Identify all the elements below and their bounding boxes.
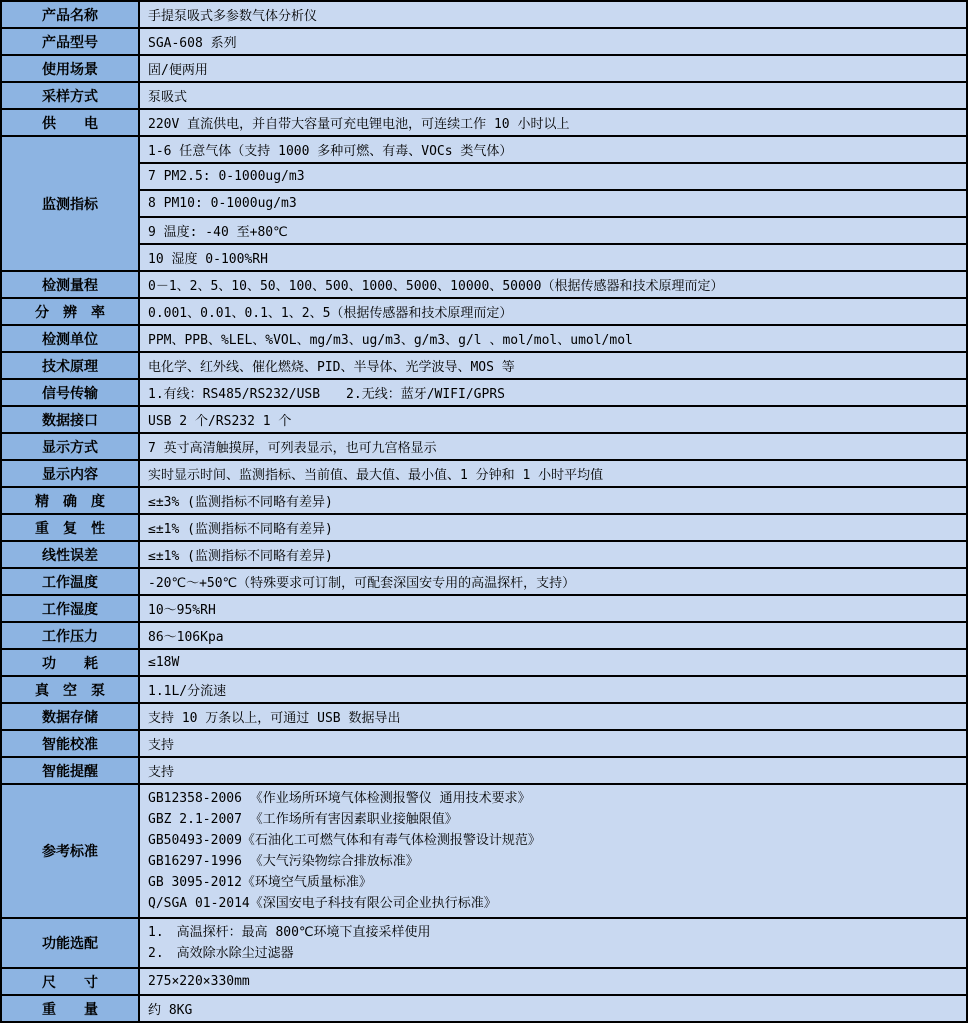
spec-table-body: [1, 1, 967, 1022]
table-row: [1, 28, 967, 55]
spec-value: 1.1L/分流速: [139, 676, 967, 703]
table-row: [1, 784, 967, 918]
spec-value: 8 PM10: 0-1000ug/m3: [139, 190, 967, 217]
spec-label: 检测量程: [1, 271, 139, 298]
table-row: [1, 352, 967, 379]
table-row: [1, 568, 967, 595]
table-row: [1, 244, 967, 271]
spec-label: 产品型号: [1, 28, 139, 55]
spec-value: USB 2 个/RS232 1 个: [139, 406, 967, 433]
spec-value: 泵吸式: [139, 82, 967, 109]
spec-value-line: GB50493-2009《石油化工可燃气体和有毒气体检测报警设计规范》: [148, 833, 541, 848]
spec-value-line: GBZ 2.1-2007 《工作场所有害因素职业接触限值》: [148, 812, 458, 827]
table-row: [1, 676, 967, 703]
table-row: [1, 541, 967, 568]
table-row: [1, 514, 967, 541]
spec-value: 固/便两用: [139, 55, 967, 82]
table-row: [1, 1, 967, 28]
table-row: [1, 298, 967, 325]
spec-value: 手提泵吸式多参数气体分析仪: [139, 1, 967, 28]
spec-value: PPM、PPB、%LEL、%VOL、mg/m3、ug/m3、g/m3、g/l 、mol/mol、umol/mol: [139, 325, 967, 352]
spec-label: 监测指标: [1, 136, 139, 271]
spec-label: 参考标准: [1, 784, 139, 918]
spec-value-line: Q/SGA 01-2014《深国安电子科技有限公司企业执行标准》: [148, 896, 497, 911]
spec-label: 显示方式: [1, 433, 139, 460]
table-row: [1, 163, 967, 190]
spec-value: ≤±1% (监测指标不同略有差异): [139, 514, 967, 541]
table-row: [1, 271, 967, 298]
spec-label: 检测单位: [1, 325, 139, 352]
spec-value: 约 8KG: [139, 995, 967, 1022]
spec-value: 9 温度: -40 至+80℃: [139, 217, 967, 244]
spec-value: 支持 10 万条以上，可通过 USB 数据导出: [139, 703, 967, 730]
spec-value: 支持: [139, 730, 967, 757]
spec-value-line: GB 3095-2012《环境空气质量标准》: [148, 875, 372, 890]
spec-label: 功 耗: [1, 649, 139, 676]
spec-value: [139, 784, 967, 918]
spec-value: 0.001、0.01、0.1、1、2、5（根据传感器和技术原理而定）: [139, 298, 967, 325]
spec-label: 信号传输: [1, 379, 139, 406]
spec-label: 数据接口: [1, 406, 139, 433]
spec-value: 支持: [139, 757, 967, 784]
spec-label: 智能提醒: [1, 757, 139, 784]
table-row: [1, 995, 967, 1022]
table-row: [1, 622, 967, 649]
spec-label: 采样方式: [1, 82, 139, 109]
table-row: [1, 595, 967, 622]
spec-label: 尺 寸: [1, 968, 139, 995]
table-row: [1, 487, 967, 514]
spec-label: 智能校准: [1, 730, 139, 757]
spec-label: 分 辨 率: [1, 298, 139, 325]
spec-value: 0－1、2、5、10、50、100、500、1000、5000、10000、50000（根据传感器和技术原理而定）: [139, 271, 967, 298]
table-row: [1, 968, 967, 995]
spec-value: ≤±1% (监测指标不同略有差异): [139, 541, 967, 568]
spec-label: 显示内容: [1, 460, 139, 487]
spec-value: 220V 直流供电，并自带大容量可充电锂电池，可连续工作 10 小时以上: [139, 109, 967, 136]
spec-value: 275×220×330mm: [139, 968, 967, 995]
table-row: [1, 379, 967, 406]
table-row: [1, 217, 967, 244]
spec-label: 工作湿度: [1, 595, 139, 622]
spec-label: 使用场景: [1, 55, 139, 82]
spec-label: 供 电: [1, 109, 139, 136]
table-row: [1, 460, 967, 487]
spec-label: 工作压力: [1, 622, 139, 649]
spec-value-line: 2. 高效除水除尘过滤器: [148, 946, 294, 961]
spec-label: 重 量: [1, 995, 139, 1022]
table-row: [1, 649, 967, 676]
spec-label: 数据存储: [1, 703, 139, 730]
spec-label: 真 空 泵: [1, 676, 139, 703]
spec-value-line: GB12358-2006 《作业场所环境气体检测报警仪 通用技术要求》: [148, 791, 531, 806]
spec-label: 功能选配: [1, 918, 139, 968]
table-row: [1, 190, 967, 217]
spec-value: 7 英寸高清触摸屏，可列表显示，也可九宫格显示: [139, 433, 967, 460]
table-row: [1, 757, 967, 784]
table-row: [1, 136, 967, 163]
table-row: [1, 325, 967, 352]
table-row: [1, 55, 967, 82]
table-row: [1, 433, 967, 460]
spec-label: 工作温度: [1, 568, 139, 595]
spec-value: 86～106Kpa: [139, 622, 967, 649]
table-row: [1, 82, 967, 109]
spec-label: 产品名称: [1, 1, 139, 28]
spec-label: 精 确 度: [1, 487, 139, 514]
table-row: [1, 730, 967, 757]
spec-value: SGA-608 系列: [139, 28, 967, 55]
spec-label: 技术原理: [1, 352, 139, 379]
spec-value: [139, 918, 967, 968]
spec-value: 电化学、红外线、催化燃烧、PID、半导体、光学波导、MOS 等: [139, 352, 967, 379]
spec-value: 1-6 任意气体（支持 1000 多种可燃、有毒、VOCs 类气体）: [139, 136, 967, 163]
spec-value: 7 PM2.5: 0-1000ug/m3: [139, 163, 967, 190]
table-row: [1, 406, 967, 433]
table-row: [1, 918, 967, 968]
spec-value: 1.有线：RS485/RS232/USB 2.无线：蓝牙/WIFI/GPRS: [139, 379, 967, 406]
table-row: [1, 703, 967, 730]
table-row: [1, 109, 967, 136]
spec-value: 实时显示时间、监测指标、当前值、最大值、最小值、1 分钟和 1 小时平均值: [139, 460, 967, 487]
spec-value: -20℃～+50℃（特殊要求可订制，可配套深国安专用的高温探杆，支持）: [139, 568, 967, 595]
spec-value: ≤±3% (监测指标不同略有差异): [139, 487, 967, 514]
spec-value: 10～95%RH: [139, 595, 967, 622]
spec-label: 重 复 性: [1, 514, 139, 541]
spec-value-line: 1. 高温探杆：最高 800℃环境下直接采样使用: [148, 925, 431, 940]
spec-value: ≤18W: [139, 649, 967, 676]
spec-value: 10 湿度 0-100%RH: [139, 244, 967, 271]
spec-label: 线性误差: [1, 541, 139, 568]
spec-value-line: GB16297-1996 《大气污染物综合排放标准》: [148, 854, 419, 869]
